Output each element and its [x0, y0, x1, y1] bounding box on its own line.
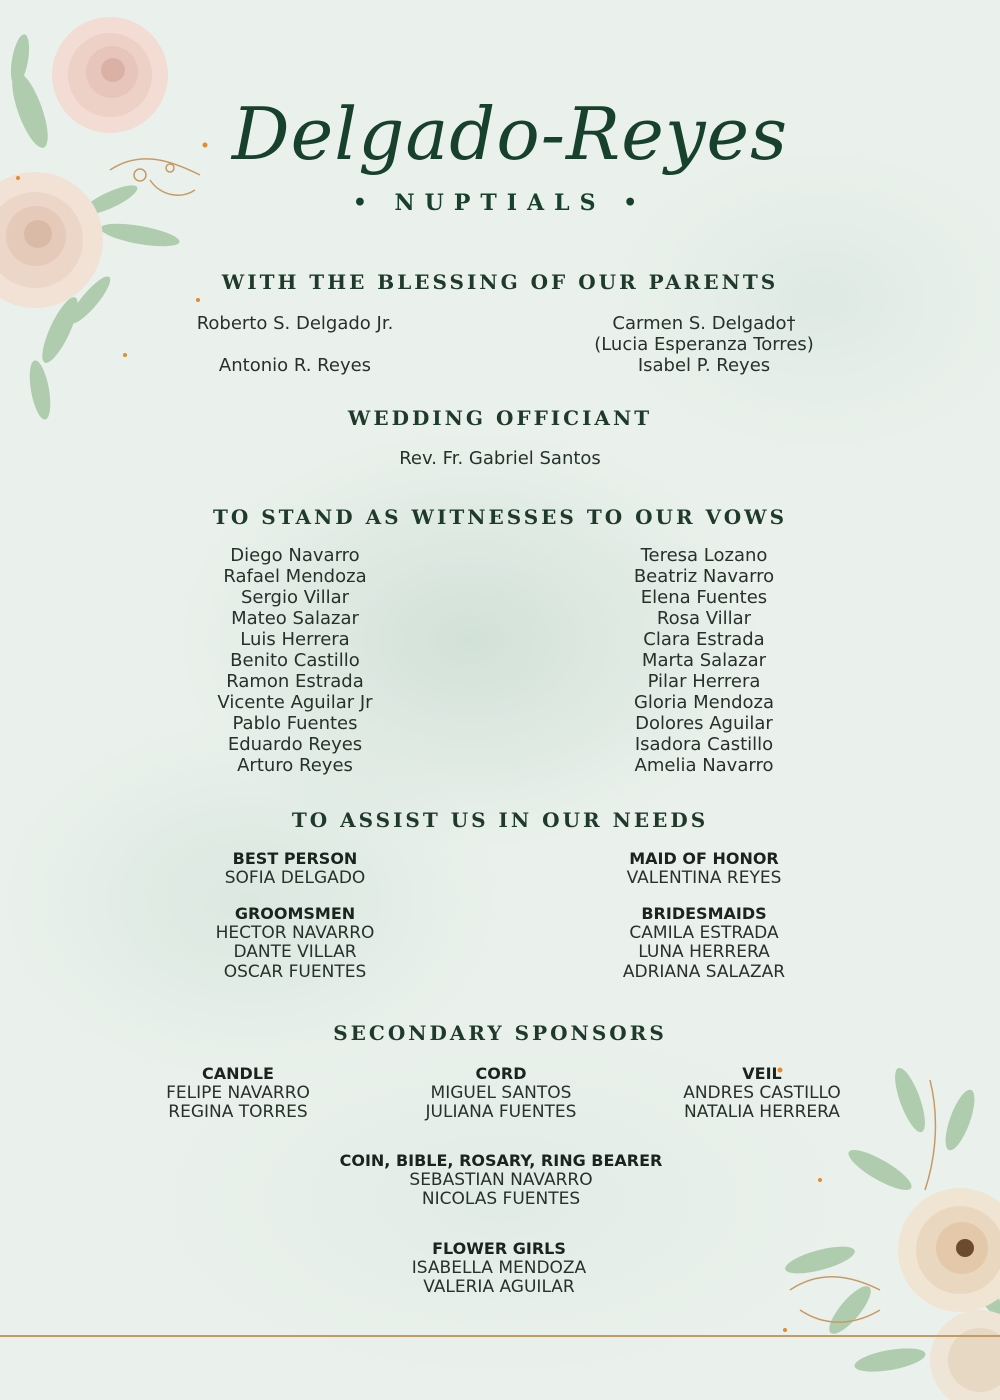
rose-bouquet-top-left-icon: [0, 0, 230, 440]
role-label: BEST PERSON: [232, 849, 358, 868]
witness-name: Luis Herrera: [240, 629, 350, 650]
witnesses-heading: TO STAND AS WITNESSES TO OUR VOWS: [212, 505, 788, 529]
witness-name: Benito Castillo: [230, 650, 360, 671]
sponsor-name: CAMILA ESTRADA: [629, 922, 779, 943]
witness-name: Mateo Salazar: [231, 608, 359, 629]
sponsor-name: ADRIANA SALAZAR: [622, 961, 786, 982]
witness-name: Teresa Lozano: [640, 545, 768, 566]
officiant-heading: WEDDING OFFICIANT: [347, 406, 653, 430]
candle-group: [166, 1064, 310, 1123]
nuptials-subtitle: • NUPTIALS •: [352, 190, 648, 216]
sponsor-name: MIGUEL SANTOS: [430, 1082, 572, 1103]
secondary-heading: SECONDARY SPONSORS: [333, 1021, 667, 1045]
witness-name: Sergio Villar: [240, 587, 350, 608]
witness-name: Isadora Castillo: [634, 734, 774, 755]
parent-name: Isabel P. Reyes: [637, 355, 771, 376]
cord-group: [426, 1064, 577, 1123]
witness-name: Ramon Estrada: [226, 671, 364, 692]
sponsor-name: DANTE VILLAR: [233, 942, 357, 962]
parent-name: Roberto S. Delgado Jr.: [196, 313, 394, 334]
parent-name: (Lucia Esperanza Torres): [594, 334, 814, 355]
witness-name: Elena Fuentes: [640, 587, 768, 608]
role-label: GROOMSMEN: [234, 904, 356, 923]
witnesses-right: [634, 545, 774, 776]
parents-heading: WITH THE BLESSING OF OUR PARENTS: [221, 270, 779, 294]
witness-name: Vicente Aguilar Jr: [217, 692, 373, 713]
witness-name: Gloria Mendoza: [633, 692, 775, 713]
witness-name: Clara Estrada: [643, 629, 765, 650]
sponsor-name: HECTOR NAVARRO: [215, 922, 375, 943]
witnesses-left: [217, 545, 372, 776]
witness-name: Rafael Mendoza: [223, 566, 367, 587]
parent-name: Carmen S. Delgado†: [612, 313, 796, 334]
witness-name: Rosa Villar: [656, 608, 752, 629]
flower-girls-group: [412, 1239, 586, 1298]
sponsor-name: VALERIA AGUILAR: [423, 1277, 575, 1297]
witness-name: Amelia Navarro: [634, 755, 774, 776]
witness-name: Beatriz Navarro: [633, 566, 775, 587]
witness-name: Eduardo Reyes: [227, 734, 363, 755]
witness-name: Pilar Herrera: [647, 671, 761, 692]
assist-heading: TO ASSIST US IN OUR NEEDS: [291, 808, 709, 832]
best-person-group: [225, 849, 366, 888]
witness-name: Pablo Fuentes: [232, 713, 358, 734]
maid-of-honor-group: [627, 849, 782, 888]
witness-name: Diego Navarro: [230, 545, 360, 566]
sponsor-name: ANDRES CASTILLO: [683, 1082, 841, 1103]
veil-group: [683, 1064, 841, 1123]
role-label: MAID OF HONOR: [629, 849, 779, 868]
sponsor-name: REGINA TORRES: [168, 1102, 308, 1122]
parent-name: Antonio R. Reyes: [218, 355, 372, 376]
parents-right: [594, 313, 814, 376]
sponsor-name: SOFIA DELGADO: [224, 867, 366, 888]
sponsor-name: VALENTINA REYES: [626, 867, 782, 888]
witness-name: Arturo Reyes: [237, 755, 353, 776]
role-label: VEIL: [742, 1064, 782, 1083]
role-label: BRIDESMAIDS: [641, 904, 767, 923]
bearers-group: [340, 1151, 663, 1210]
parents-left: [197, 313, 394, 376]
role-label: CANDLE: [202, 1064, 274, 1083]
couple-title: Delgado-Reyes: [231, 92, 789, 176]
sponsor-name: NICOLAS FUENTES: [421, 1189, 581, 1209]
sponsor-name: JULIANA FUENTES: [425, 1102, 577, 1122]
role-label: COIN, BIBLE, ROSARY, RING BEARER: [339, 1151, 663, 1170]
witness-name: Dolores Aguilar: [635, 713, 773, 734]
role-label: FLOWER GIRLS: [432, 1239, 566, 1258]
bridesmaids-group: [623, 904, 785, 982]
role-label: CORD: [475, 1064, 527, 1083]
groomsmen-group: [216, 904, 375, 982]
witness-name: Marta Salazar: [641, 650, 767, 671]
bottom-divider-line: [0, 1335, 1000, 1337]
sponsor-name: LUNA HERRERA: [638, 942, 770, 962]
officiant-name: Rev. Fr. Gabriel Santos: [399, 448, 601, 469]
sponsor-name: FELIPE NAVARRO: [166, 1082, 310, 1103]
sponsor-name: SEBASTIAN NAVARRO: [409, 1169, 593, 1190]
sponsor-name: NATALIA HERRERA: [684, 1102, 840, 1122]
sponsor-name: OSCAR FUENTES: [223, 961, 367, 982]
sponsor-name: ISABELLA MENDOZA: [411, 1257, 587, 1278]
